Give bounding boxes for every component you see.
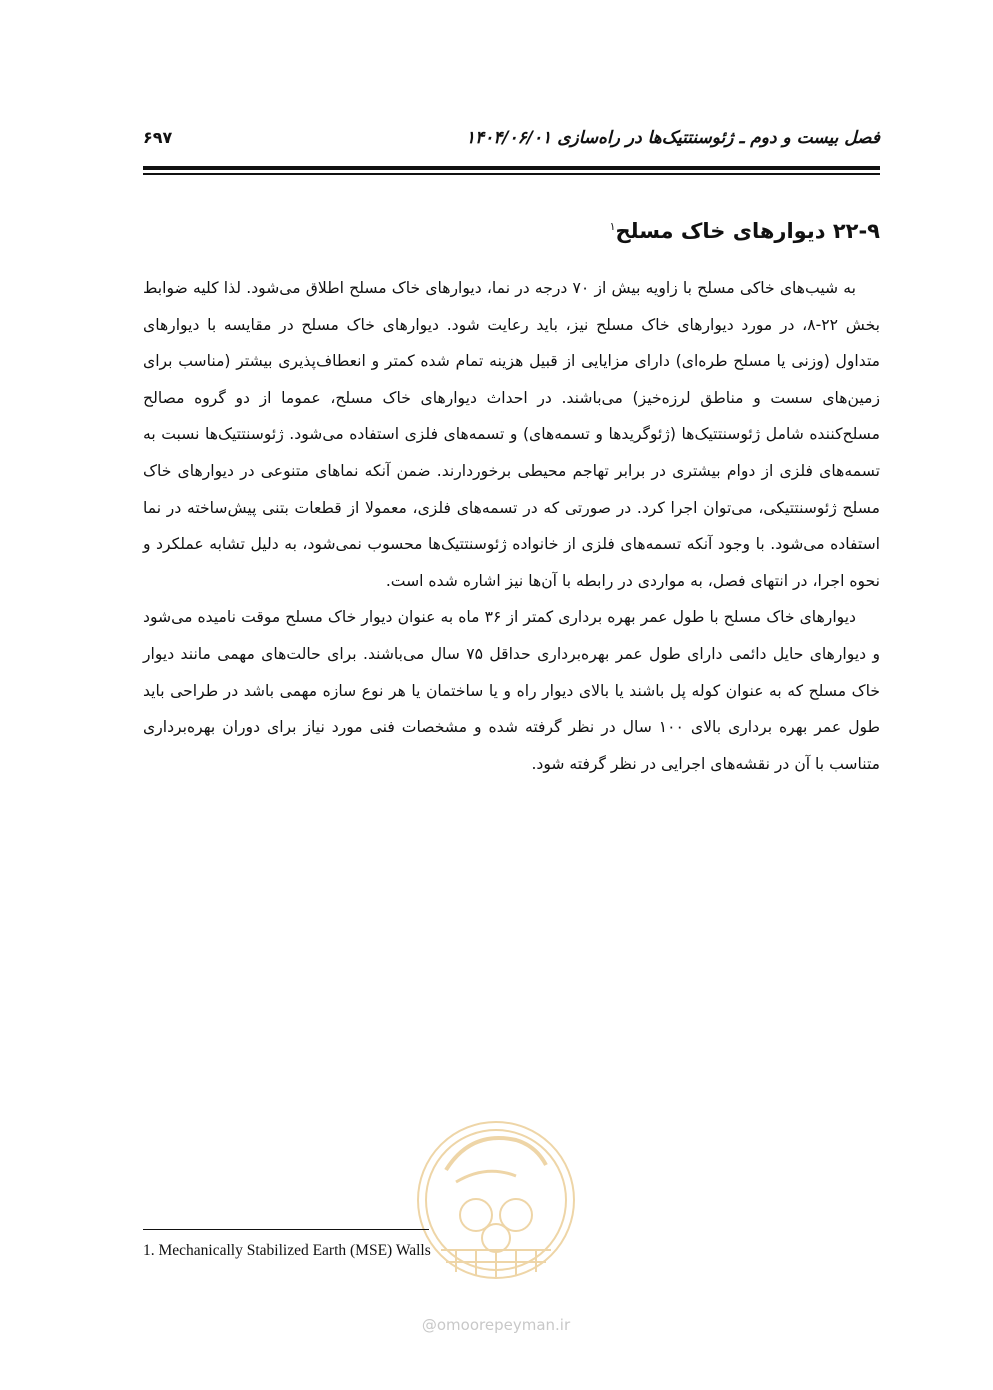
paragraph: دیوارهای خاک مسلح با طول عمر بهره برداری کمتر از ۳۶ ماه به عنوان دیوار خاک مسلح موقت نامیده می‌شود و دیوارهای حایل دائمی دارای طول عمر بهره‌برداری حداقل ۷۵ سال می‌باشند. برای حالت‌های مهمی مانند دیوار خاک مسلح که به عنوان کوله پل باشند یا بالای دیوار راه و یا ساختمان یا هر نوع سازه مهمی باشد در طراحی باید طول عمر بهره برداری بالای ۱۰۰ سال در نظر گرفته شده و مشخصات فنی مورد نیاز برای دوران بهره‌برداری متناسب با آن در نقشه‌های اجرایی در نظر گرفته شود.: [143, 608, 880, 773]
running-header: [143, 128, 880, 154]
watermark: [386, 1100, 606, 1334]
paragraph: به شیب‌های خاکی مسلح با زاویه بیش از ۷۰ درجه در نما، دیوارهای خاک مسلح اطلاق می‌شود. لذا کلیه ضوابط بخش ۲۲-۸، در مورد دیوارهای خاک مسلح نیز، باید رعایت شود. دیوارهای خاک مسلح در مقایسه با دیوارهای متداول (وزنی یا مسلح طره‌ای) دارای مزایایی از قبیل هزینه تمام شده کمتر و انعطاف‌پذیری بیشتر (مناسب برای زمین‌های سست و مناطق لرزه‌خیز) می‌باشند. در احداث دیوارهای خاک مسلح، عموما از دو گروه مصالح مسلح‌کننده شامل ژئوسنتتیک‌ها (ژئوگریدها و تسمه‌های) و تسمه‌های فلزی استفاده می‌شود. ژئوسنتتیک‌ها نسبت به تسمه‌های فلزی از دوام بیشتری در برابر تهاجم محیطی برخوردارند. ضمن آنکه نماهای متنوعی در دیوارهای خاک مسلح ژئوسنتتیکی، می‌توان اجرا کرد. در صورتی که در تسمه‌های فلزی، معمولا از قطعات بتنی پیش‌ساخته در نما استفاده می‌شود. با وجود آنکه تسمه‌های فلزی از خانواده ژئوسنتتیک‌ها محسوب نمی‌شود، به دلیل تشابه عملکرد و نحوه اجرا، در انتهای فصل، به مواردی در رابطه با آن‌ها نیز اشاره شده است.: [143, 279, 880, 590]
footnote-divider: [143, 1229, 429, 1230]
body-text: [143, 270, 880, 782]
watermark-logo-icon: [386, 1100, 606, 1330]
running-header-title: فصل بیست و دوم ـ ژئوسنتتیک‌ها در راه‌سازی ۱۴۰۴/۰۶/۰۱: [465, 128, 880, 148]
section-heading: [610, 219, 880, 243]
watermark-url: @omoorepeyman.ir: [421, 1316, 571, 1334]
header-rule-thin: [143, 173, 880, 175]
section-heading-text: ۲۲-۹ دیوارهای خاک مسلح: [615, 219, 880, 243]
footnote: 1. Mechanically Stabilized Earth (MSE) Walls: [143, 1242, 431, 1259]
header-rule-thick: [143, 166, 880, 170]
page-number: ۶۹۷: [143, 128, 173, 147]
footnote-reference: ۱: [609, 220, 616, 233]
